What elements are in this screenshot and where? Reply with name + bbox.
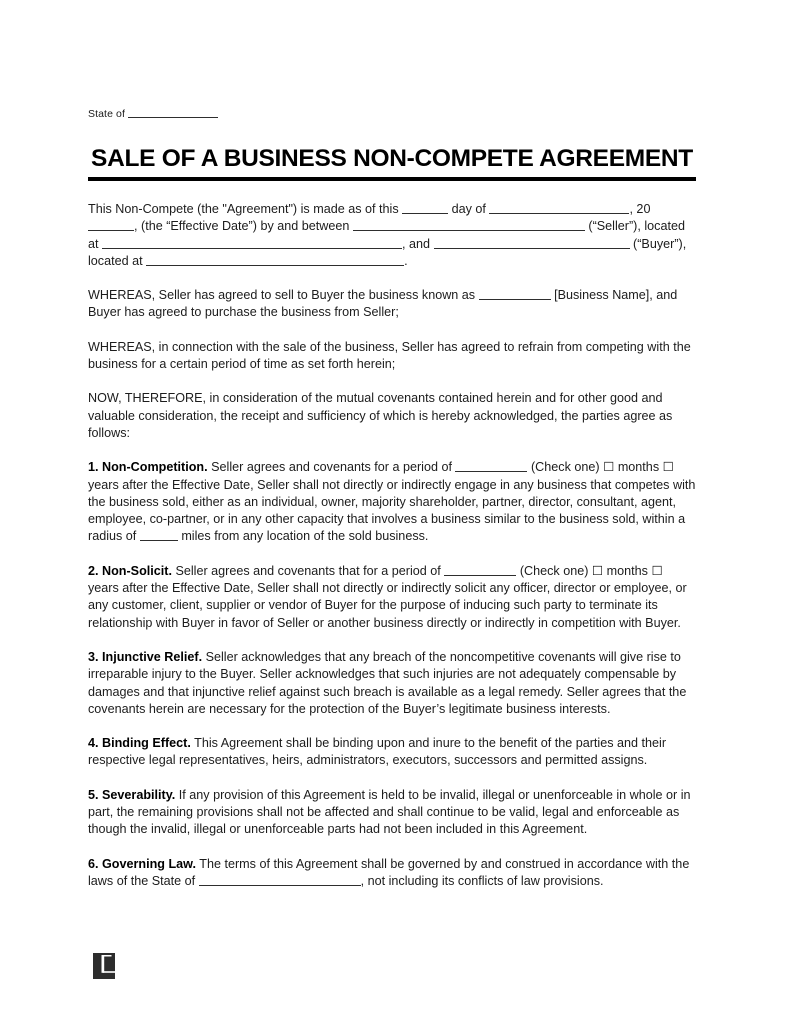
page-title: SALE OF A BUSINESS NON-COMPETE AGREEMENT: [91, 145, 693, 172]
section-non-solicit: [88, 563, 696, 632]
intro-text-d: , (the “Effective Date”) by and between: [134, 219, 350, 234]
section-6-heading: 6. Governing Law.: [88, 856, 196, 871]
section-1-check-one: (Check one): [530, 460, 600, 475]
intro-text-e: (“Seller”), located at: [88, 219, 685, 251]
checkbox-years-2[interactable]: ☐: [651, 563, 663, 578]
state-of-label: State of: [88, 108, 125, 120]
day-blank[interactable]: [402, 202, 448, 214]
intro-text-b: day of: [451, 202, 486, 216]
section-2-months-label: months: [606, 563, 648, 578]
checkbox-years-1[interactable]: ☐: [662, 460, 674, 475]
intro-text-g: (“Buyer”), located at: [88, 236, 687, 268]
seller-address-blank[interactable]: [102, 237, 402, 249]
title-rule: [88, 177, 696, 181]
seller-name-blank[interactable]: [353, 219, 585, 231]
state-blank[interactable]: [128, 106, 218, 118]
section-1-radius-blank[interactable]: [140, 529, 178, 541]
section-1-months-label: months: [617, 460, 660, 475]
intro-text-c: , 20: [629, 202, 651, 216]
buyer-name-blank[interactable]: [434, 237, 630, 249]
whereas-clause-2: WHEREAS, in connection with the sale of the business, Seller has agreed to refrain from competing with the business for a certain period of time as set forth herein;: [88, 339, 691, 372]
section-3-body: Seller acknowledges that any breach of the noncompetitive covenants will give rise to irreparable injury to the Buyer. Seller acknowledges that such injuries are not adequately compensable by damages and that injunctive relief against such breach is available as a legal remedy. Seller agrees that the covenants herein are necessary for the protection of the Buyer’s legitimate business interests.: [88, 649, 687, 716]
section-1-text-b: years after the Effective Date, Seller shall not directly or indirectly engage in any business that competes with the business sold, either as an individual, owner, majority shareholder, partner, director, consultant, agent, employee, co-partner, or in any other capacity that involves a business similar to the business sold, within a radius of: [88, 477, 696, 544]
intro-text-f: , and: [402, 236, 431, 251]
logo-icon: [93, 953, 119, 981]
section-3-heading: 3. Injunctive Relief.: [88, 649, 203, 664]
whereas-1-text-b: [Business Name], and Buyer has agreed to purchase the business from Seller;: [88, 288, 678, 320]
section-4-heading: 4. Binding Effect.: [88, 736, 191, 751]
intro-paragraph: [88, 201, 696, 270]
section-6-text-b: , not including its conflicts of law provisions.: [360, 873, 604, 888]
governing-state-blank[interactable]: [199, 874, 361, 886]
business-name-blank[interactable]: [479, 288, 551, 300]
section-1-heading: 1. Non-Competition.: [88, 460, 208, 475]
document-content: [88, 106, 696, 890]
legal-templates-logo: [93, 953, 119, 981]
section-non-competition: [88, 459, 696, 545]
section-2-text-b: years after the Effective Date, Seller shall not directly or indirectly solicit any officer, director or employee, or any customer, client, supplier or vendor of Buyer for the purpose of inducing such party to terminate its relationship with Buyer in favor of Seller or another business directly or indirectly in competition with Buyer.: [88, 581, 687, 630]
intro-text-a: This Non-Compete (the "Agreement") is made as of this: [88, 202, 399, 216]
checkbox-months-1[interactable]: ☐: [603, 460, 615, 475]
intro-text-h: .: [404, 253, 408, 268]
section-2-text-a: Seller agrees and covenants that for a period of: [175, 563, 441, 578]
section-governing-law: [88, 856, 696, 891]
whereas-1-text-a: WHEREAS, Seller has agreed to sell to Buyer the business known as: [88, 288, 476, 303]
section-4-body: This Agreement shall be binding upon and inure to the benefit of the parties and their respective legal representatives, heirs, administrators, executors, successors and permitted assigns.: [88, 736, 667, 768]
section-binding-effect: [88, 735, 696, 770]
section-2-period-blank[interactable]: [444, 564, 516, 576]
section-5-heading: 5. Severability.: [88, 787, 176, 802]
now-therefore-clause: NOW, THEREFORE, in consideration of the mutual covenants contained herein and for other good and valuable consideration, the receipt and sufficiency of which is hereby acknowledged, the parties agree as follows:: [88, 391, 673, 440]
checkbox-months-2[interactable]: ☐: [591, 563, 604, 578]
section-5-body: If any provision of this Agreement is held to be invalid, illegal or unenforceable in whole or in part, the remaining provisions shall not be affected and shall continue to be valid, legal and enforceable as though the invalid, illegal or unenforceable parts had not been included in this Agreement.: [88, 787, 691, 837]
section-1-text-a: Seller agrees and covenants for a period of: [211, 460, 452, 475]
section-severability: [88, 787, 696, 839]
section-6-text-a: The terms of this Agreement shall be governed by and construed in accordance with the laws of the State of: [88, 856, 690, 888]
section-2-check-one: (Check one): [519, 563, 589, 578]
buyer-address-blank[interactable]: [146, 254, 404, 266]
whereas-clause-1: [88, 287, 696, 322]
section-1-period-blank[interactable]: [455, 460, 527, 472]
section-2-heading: 2. Non-Solicit.: [88, 563, 172, 578]
section-injunctive-relief: [88, 649, 696, 718]
month-blank[interactable]: [489, 202, 629, 214]
year-blank[interactable]: [88, 219, 134, 231]
section-1-text-c: miles from any location of the sold business.: [181, 529, 429, 544]
state-of-line: [88, 106, 696, 121]
